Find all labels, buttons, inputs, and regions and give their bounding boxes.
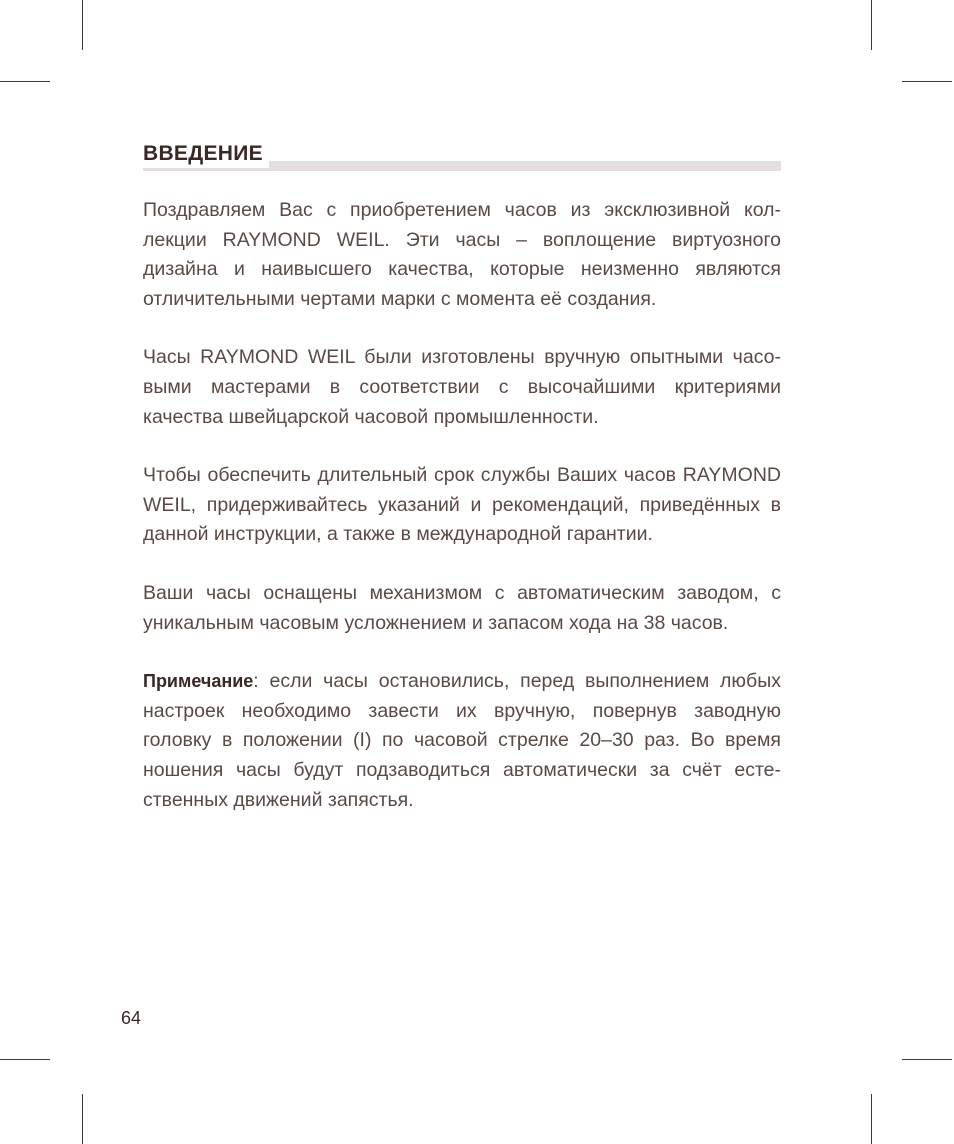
intro-paragraph: Поздравляем Вас с приобретением часов из эксклюзивной кол-лекции RAYMOND WEIL. Эти часы – воплощение виртуозного дизайна и наивысшего качества, которые неизменно являются отличительными чертами марки с момента её создания. bbox=[143, 199, 781, 310]
crop-mark-right-bottom bbox=[902, 1059, 952, 1060]
section-heading bbox=[143, 140, 781, 172]
crop-mark-top-right bbox=[871, 0, 872, 50]
movement-paragraph: Ваши часы оснащены механизмом с автоматическим заводом, с уникальным часовым усложнением и запасом хода на 38 часов. bbox=[143, 581, 781, 634]
craftsmanship-paragraph: Часы RAYMOND WEIL были изготовлены вручную опытными часо-выми мастерами в соответствии с высочайшими критериями качества швейцарской часовой промышленности. bbox=[143, 346, 781, 428]
care-paragraph: Чтобы обеспечить длительный срок службы Ваших часов RAYMOND WEIL, придерживайтесь указаний и рекомендаций, приведённых в данной инструкции, а также в международной гарантии. bbox=[143, 464, 781, 546]
crop-mark-bottom-left bbox=[82, 1094, 83, 1144]
note-text: : если часы остановились, перед выполнением любых настроек необходимо завести их вручную, повернув заводную головку в положении (I) по часовой стрелке 20–30 раз. Во время ношения часы будут подзаводиться автоматически за счёт есте-ственных движений запястья. bbox=[143, 670, 781, 811]
body-content bbox=[143, 196, 781, 844]
crop-mark-right-top bbox=[902, 81, 952, 82]
crop-mark-top-left bbox=[82, 0, 83, 50]
page-number: 64 bbox=[121, 1008, 142, 1028]
note-paragraph bbox=[143, 667, 781, 815]
crop-mark-left-bottom bbox=[0, 1059, 50, 1060]
note-label: Примечание bbox=[143, 671, 254, 692]
section-title: ВВЕДЕНИЕ bbox=[143, 140, 269, 168]
crop-mark-left-top bbox=[0, 81, 50, 82]
crop-mark-bottom-right bbox=[871, 1094, 872, 1144]
